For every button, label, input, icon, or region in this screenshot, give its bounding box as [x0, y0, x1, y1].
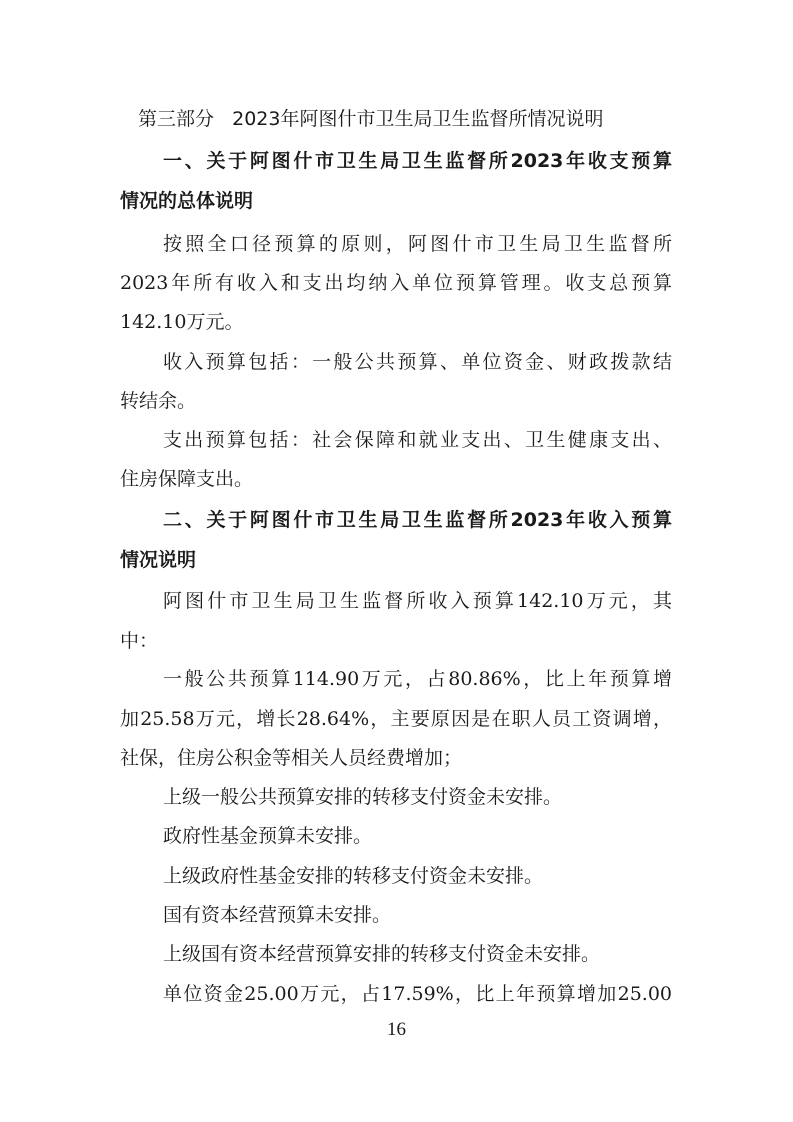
paragraph-line: 上级国有资本经营预算安排的转移支付资金未安排。 [163, 943, 601, 965]
paragraph-line: 政府性基金预算未安排。 [163, 825, 373, 847]
paragraph-line: 住房保障支出。 [120, 468, 254, 490]
section-heading-2-line-2: 情况说明 [120, 549, 197, 571]
paragraph-line: 上级一般公共预算安排的转移支付资金未安排。 [163, 786, 563, 808]
paragraph-line: 加25.58万元，增长28.64%，主要原因是在职人员工资调增， [120, 708, 672, 730]
paragraph-line: 收入预算包括：一般公共预算、单位资金、财政拨款结 [163, 351, 672, 373]
paragraph-line: 上级政府性基金安排的转移支付资金未安排。 [163, 865, 544, 887]
paragraph-line: 一般公共预算114.90万元，占80.86%，比上年预算增 [163, 668, 672, 690]
paragraph-line: 142.10万元。 [120, 311, 244, 333]
paragraph-line: 支出预算包括：社会保障和就业支出、卫生健康支出、 [163, 429, 672, 451]
section-heading-2-line-1: 二、关于阿图什市卫生局卫生监督所2023年收入预算 [163, 509, 672, 531]
paragraph-line: 阿图什市卫生局卫生监督所收入预算142.10万元，其 [163, 590, 672, 612]
paragraph-line: 2023年所有收入和支出均纳入单位预算管理。收支总预算 [120, 272, 672, 294]
page-title: 第三部分 2023年阿图什市卫生局卫生监督所情况说明 [138, 108, 604, 130]
page-number: 16 [387, 1019, 406, 1040]
paragraph-line: 按照全口径预算的原则，阿图什市卫生局卫生监督所 [163, 233, 672, 255]
section-heading-1-line-1: 一、关于阿图什市卫生局卫生监督所2023年收支预算 [163, 150, 672, 172]
paragraph-line: 国有资本经营预算未安排。 [163, 904, 392, 926]
paragraph-line: 社保，住房公积金等相关人员经费增加； [120, 747, 463, 769]
paragraph-line: 单位资金25.00万元，占17.59%，比上年预算增加25.00 [163, 983, 672, 1005]
paragraph-line: 转结余。 [120, 390, 197, 412]
section-heading-1-line-2: 情况的总体说明 [120, 190, 254, 212]
paragraph-line: 中： [120, 630, 159, 652]
